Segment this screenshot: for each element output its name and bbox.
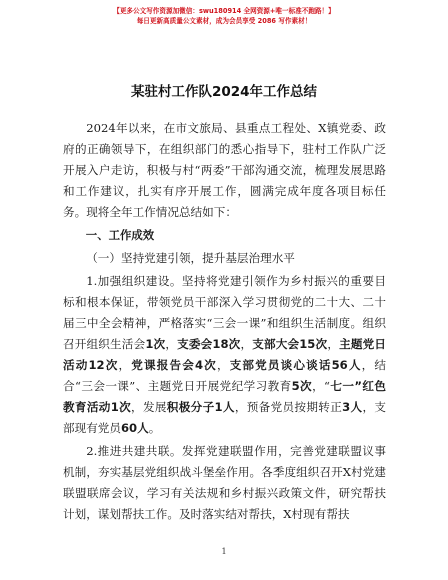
header-banner xyxy=(0,6,448,26)
banner-line-1: 【更多公文写作资源加微信：swu180914 全网资源+唯一标准不跑路！】 xyxy=(113,7,335,15)
document-title: 某驻村工作队2024年工作总结 xyxy=(130,84,318,100)
banner-line-2: 每日更新高质量公文素材，成为会员享受 2086 写作素材！ xyxy=(136,17,312,25)
page-number: 1 xyxy=(221,547,227,556)
section-heading-1: 一、工作成效 xyxy=(85,228,155,242)
paragraph-organization-building: 1.加强组织建设。坚持将党建引领作为乡村振兴的重要目标和根本保证，带领党员干部深入学习贯彻党的二十大、二十届三中全会精神，严格落实“三会一课”和组织生活制度。组织召开组织生活会1次，支委会18次，支部大会15次，主题党日活动12次，党课报告会4次，支部党员谈心谈话56人，结合“三会一课”、主题党日开展党纪学习教育5次，“七一”红色教育活动1次，发展积极分子1人，预备党员按期转正3人，支部现有党员60人。 xyxy=(63,274,387,435)
intro-paragraph: 2024年以来，在市文旅局、县重点工程处、X镇党委、政府的正确领导下，在组织部门的悉心指导下，驻村工作队广泛开展入户走访，积极与村“两委”干部沟通交流，梳理发展思路和工作建议，扎实有序开展工作，圆满完成年度各项目标任务。现将全年工作情况总结如下： xyxy=(63,121,386,219)
paragraph-joint-building: 2.推进共建共联。发挥党建联盟作用，完善党建联盟议事机制，夯实基层党组织战斗堡垒作用。各季度组织召开X村党建联盟联席会议，学习有关法规和乡村振兴政策文件，研究帮扶计划，谋划帮扶工作。及时落实结对帮扶，X村现有帮扶 xyxy=(63,444,386,521)
subsection-heading-1: （一）坚持党建引领，提升基层治理水平 xyxy=(86,251,295,265)
document-body xyxy=(63,118,386,525)
